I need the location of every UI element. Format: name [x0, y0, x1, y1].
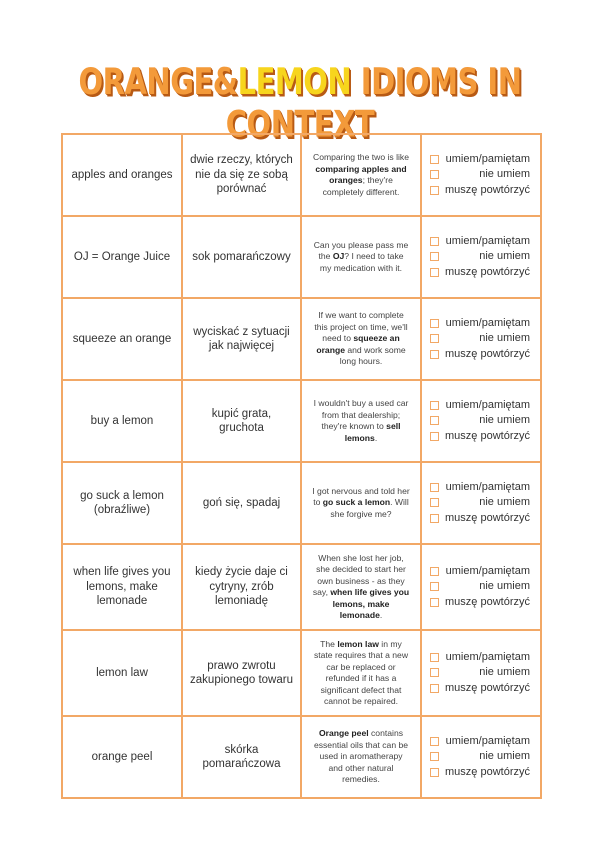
example-idiom-highlight: Orange peel	[318, 728, 369, 739]
checklist-option[interactable]	[430, 413, 530, 429]
checklist-cell	[421, 544, 541, 630]
checklist-option[interactable]	[430, 564, 530, 580]
checklist-option[interactable]	[430, 398, 530, 414]
example-text: .	[374, 432, 378, 443]
checkbox[interactable]	[430, 268, 439, 277]
checkbox[interactable]	[430, 598, 439, 607]
checklist-option[interactable]	[430, 249, 530, 265]
example-cell	[301, 298, 421, 380]
checkbox[interactable]	[430, 653, 439, 662]
checkbox[interactable]	[430, 401, 439, 410]
translation-cell: wyciskać z sytuacji jak najwięcej	[182, 298, 301, 380]
checkbox-label: nie umiem	[479, 496, 530, 509]
checkbox[interactable]	[430, 684, 439, 693]
checkbox-label: nie umiem	[479, 332, 530, 345]
checklist-option[interactable]	[430, 265, 530, 281]
idiom-cell: lemon law	[62, 630, 182, 716]
translation-cell: dwie rzeczy, których nie da się ze sobą porównać	[182, 134, 301, 216]
checkbox-label: muszę powtórzyć	[445, 347, 530, 360]
example-text: If we want to complete this project on time, we'll need to	[314, 310, 408, 344]
example-cell	[301, 544, 421, 630]
example-idiom-highlight: when life gives you lemons, make lemonade	[330, 587, 410, 620]
table-row	[62, 380, 541, 462]
checkbox[interactable]	[430, 186, 439, 195]
checklist-option[interactable]	[430, 167, 530, 183]
checklist-cell	[421, 298, 541, 380]
checkbox-label: nie umiem	[479, 414, 530, 427]
checkbox-label: umiem/pamiętam	[445, 480, 530, 493]
title-orange: ORANGE&	[78, 60, 238, 103]
checklist-option[interactable]	[430, 579, 530, 595]
translation-cell: skórka pomarańczowa	[182, 716, 301, 798]
example-text: . Will she forgive me?	[330, 497, 409, 519]
checklist-option[interactable]	[430, 511, 530, 527]
example-text: in my state requires that a new car be replaced or refunded if it has a significant defect that cannot be repaired.	[313, 638, 409, 706]
idiom-cell: apples and oranges	[62, 134, 182, 216]
checkbox[interactable]	[430, 514, 439, 523]
checklist-option[interactable]	[430, 665, 530, 681]
checklist-cell	[421, 216, 541, 298]
example-text: ? I need to take my medication with it.	[319, 251, 404, 273]
checkbox[interactable]	[430, 567, 439, 576]
idiom-cell: buy a lemon	[62, 380, 182, 462]
example-cell	[301, 462, 421, 544]
checkbox-label: muszę powtórzyć	[445, 511, 530, 524]
checklist-option[interactable]	[430, 152, 530, 168]
idiom-cell: go suck a lemon (obraźliwe)	[62, 462, 182, 544]
checkbox-label: muszę powtórzyć	[445, 429, 530, 442]
table-row	[62, 134, 541, 216]
checkbox-label: umiem/pamiętam	[445, 650, 530, 663]
translation-cell: prawo zwrotu zakupionego towaru	[182, 630, 301, 716]
example-text: I wouldn't buy a used car from that dealership; they're known to	[313, 398, 409, 431]
checkbox[interactable]	[430, 582, 439, 591]
checklist-option[interactable]	[430, 595, 530, 611]
checkbox-label: umiem/pamiętam	[445, 234, 530, 247]
example-text: and work some long hours.	[339, 344, 406, 367]
table-row	[62, 216, 541, 298]
translation-cell: goń się, spadaj	[182, 462, 301, 544]
example-cell	[301, 716, 421, 798]
checklist-option[interactable]	[430, 495, 530, 511]
table-row	[62, 630, 541, 716]
checklist-cell	[421, 716, 541, 798]
checklist-option[interactable]	[430, 734, 530, 750]
checklist-option[interactable]	[430, 331, 530, 347]
checkbox[interactable]	[430, 737, 439, 746]
example-text: contains essential oils that can be used in aromatherapy and other natural remedies.	[313, 728, 409, 785]
checklist-cell	[421, 380, 541, 462]
example-idiom-highlight: go suck a lemon	[322, 497, 391, 508]
checkbox-label: umiem/pamiętam	[445, 734, 530, 747]
checklist-option[interactable]	[430, 650, 530, 666]
idiom-cell: when life gives you lemons, make lemonade	[62, 544, 182, 630]
idiom-cell: OJ = Orange Juice	[62, 216, 182, 298]
checkbox[interactable]	[430, 170, 439, 179]
checkbox[interactable]	[430, 155, 439, 164]
checklist-option[interactable]	[430, 681, 530, 697]
example-text: I got nervous and told her to	[312, 485, 410, 508]
checkbox[interactable]	[430, 334, 439, 343]
checklist-cell	[421, 462, 541, 544]
example-text: When she lost her job, she decided to start her own business - as they say,	[312, 552, 406, 597]
checkbox-label: muszę powtórzyć	[445, 183, 530, 196]
idioms-table-body	[62, 134, 541, 798]
checklist-option[interactable]	[430, 316, 530, 332]
checkbox[interactable]	[430, 319, 439, 328]
title-rest: IDIOMS IN CONTEXT	[225, 60, 522, 145]
checkbox-label: muszę powtórzyć	[445, 765, 530, 778]
checkbox-label: umiem/pamiętam	[445, 316, 530, 329]
example-text: Comparing the two is like	[312, 152, 409, 162]
checklist-option[interactable]	[430, 480, 530, 496]
title-lemon: LEMON	[237, 60, 352, 103]
example-cell	[301, 630, 421, 716]
checklist-option[interactable]	[430, 749, 530, 765]
checkbox[interactable]	[430, 350, 439, 359]
translation-cell: kupić grata, gruchota	[182, 380, 301, 462]
example-text: Can you please pass me the	[313, 239, 409, 262]
checkbox[interactable]	[430, 768, 439, 777]
checklist-option[interactable]	[430, 234, 530, 250]
example-text: The	[320, 638, 338, 649]
checkbox-label: muszę powtórzyć	[445, 265, 530, 278]
idioms-table	[61, 133, 542, 799]
checklist-option[interactable]	[430, 347, 530, 363]
example-cell	[301, 216, 421, 298]
table-row	[62, 544, 541, 630]
checkbox[interactable]	[430, 752, 439, 761]
checkbox[interactable]	[430, 237, 439, 246]
checkbox-label: nie umiem	[479, 666, 530, 679]
checkbox-label: nie umiem	[479, 168, 530, 181]
example-idiom-highlight: lemon law	[337, 638, 379, 649]
checklist-option[interactable]	[430, 183, 530, 199]
table-row	[62, 462, 541, 544]
example-cell	[301, 380, 421, 462]
checkbox[interactable]	[430, 416, 439, 425]
checklist-cell	[421, 630, 541, 716]
idiom-cell: orange peel	[62, 716, 182, 798]
checkbox[interactable]	[430, 252, 439, 261]
table-row	[62, 298, 541, 380]
example-cell	[301, 134, 421, 216]
checkbox[interactable]	[430, 483, 439, 492]
example-idiom-highlight: sell lemons	[344, 421, 401, 443]
checklist-option[interactable]	[430, 765, 530, 781]
checkbox[interactable]	[430, 668, 439, 677]
example-text: ; they're completely different.	[322, 175, 400, 197]
checklist-cell	[421, 134, 541, 216]
idiom-cell: squeeze an orange	[62, 298, 182, 380]
example-idiom-highlight: comparing apples and oranges	[315, 163, 407, 185]
checkbox-label: muszę powtórzyć	[445, 681, 530, 694]
checklist-option[interactable]	[430, 429, 530, 445]
checkbox-label: umiem/pamiętam	[445, 564, 530, 577]
example-text: .	[379, 610, 383, 620]
translation-cell: sok pomarańczowy	[182, 216, 301, 298]
example-idiom-highlight: OJ	[332, 251, 345, 262]
checkbox-label: muszę powtórzyć	[445, 595, 530, 608]
example-idiom-highlight: squeeze an orange	[316, 333, 400, 355]
checkbox-label: umiem/pamiętam	[445, 152, 530, 165]
checkbox-label: nie umiem	[479, 580, 530, 593]
translation-cell: kiedy życie daje ci cytryny, zrób lemoniadę	[182, 544, 301, 630]
checkbox[interactable]	[430, 432, 439, 441]
checkbox-label: umiem/pamiętam	[445, 398, 530, 411]
checkbox-label: nie umiem	[479, 750, 530, 763]
checkbox[interactable]	[430, 498, 439, 507]
table-row	[62, 716, 541, 798]
checkbox-label: nie umiem	[479, 250, 530, 263]
